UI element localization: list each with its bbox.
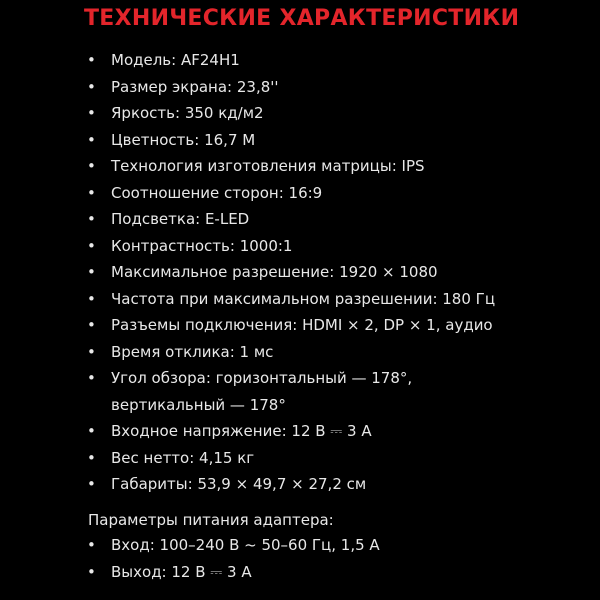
spec-item-input-voltage (0, 418, 495, 445)
spec-text: Габариты: 53,9 × 49,7 × 27,2 см (111, 475, 367, 493)
spec-text: Контрастность: 1000:1 (111, 236, 293, 255)
adapter-item-input (0, 532, 380, 559)
bullet-icon: • (87, 236, 96, 255)
bullet-icon: • (87, 422, 96, 440)
bullet-icon: • (87, 448, 96, 467)
bullet-icon: • (87, 51, 96, 69)
spec-text: Вес нетто: 4,15 кг (111, 448, 255, 467)
spec-item-dimensions (0, 471, 495, 498)
adapter-text: Выход: 12 В ⎓ 3 А (111, 562, 252, 581)
spec-item-refresh-rate (0, 286, 495, 313)
bullet-icon: • (87, 104, 96, 122)
spec-item-screen-size (0, 74, 495, 101)
spec-text: Частота при максимальном разрешении: 180 Гц (111, 289, 496, 308)
spec-item-response-time (0, 339, 495, 366)
spec-text: Входное напряжение: 12 В ⎓ 3 А (111, 422, 372, 440)
bullet-icon: • (87, 342, 96, 361)
spec-item-net-weight (0, 445, 495, 472)
spec-text: Максимальное разрешение: 1920 × 1080 (111, 263, 438, 281)
bullet-icon: • (87, 183, 96, 202)
spec-text: Подсветка: E-LED (111, 210, 250, 228)
page-title: ТЕХНИЧЕСКИЕ ХАРАКТЕРИСТИКИ (84, 6, 520, 31)
spec-item-brightness (0, 100, 495, 127)
spec-item-ports (0, 312, 495, 339)
spec-item-max-resolution (0, 259, 495, 286)
bullet-icon: • (87, 130, 96, 149)
spec-text: Размер экрана: 23,8'' (111, 77, 279, 96)
spec-text: Яркость: 350 кд/м2 (111, 104, 264, 122)
bullet-icon: • (87, 289, 96, 308)
bullet-icon: • (87, 157, 96, 175)
adapter-list (0, 532, 380, 585)
bullet-icon: • (87, 210, 96, 228)
spec-text: Время отклика: 1 мс (111, 342, 274, 361)
bullet-icon: • (87, 562, 96, 581)
spec-text-continuation: вертикальный — 178° (111, 395, 286, 414)
spec-item-colors (0, 127, 495, 154)
bullet-icon: • (87, 536, 96, 554)
adapter-heading: Параметры питания адаптера: (88, 511, 334, 529)
bullet-icon: • (87, 316, 96, 334)
spec-item-viewing-angle (0, 365, 495, 418)
spec-list (0, 47, 495, 498)
spec-item-matrix-technology (0, 153, 495, 180)
spec-text: Технология изготовления матрицы: IPS (111, 157, 425, 175)
spec-item-backlight (0, 206, 495, 233)
bullet-icon: • (87, 475, 96, 493)
spec-text: Цветность: 16,7 M (111, 130, 256, 149)
spec-item-model (0, 47, 495, 74)
spec-item-aspect-ratio (0, 180, 495, 207)
bullet-icon: • (87, 263, 96, 281)
spec-text: Соотношение сторон: 16:9 (111, 183, 323, 202)
adapter-text: Вход: 100–240 В ~ 50–60 Гц, 1,5 А (111, 536, 380, 554)
bullet-icon: • (87, 369, 96, 387)
adapter-item-output (0, 559, 380, 586)
spec-text: Модель: AF24H1 (111, 51, 240, 69)
spec-text: Разъемы подключения: HDMI × 2, DP × 1, аудио (111, 316, 493, 334)
spec-text: Угол обзора: горизонтальный — 178°, (111, 369, 413, 387)
bullet-icon: • (87, 77, 96, 96)
spec-item-contrast (0, 233, 495, 260)
